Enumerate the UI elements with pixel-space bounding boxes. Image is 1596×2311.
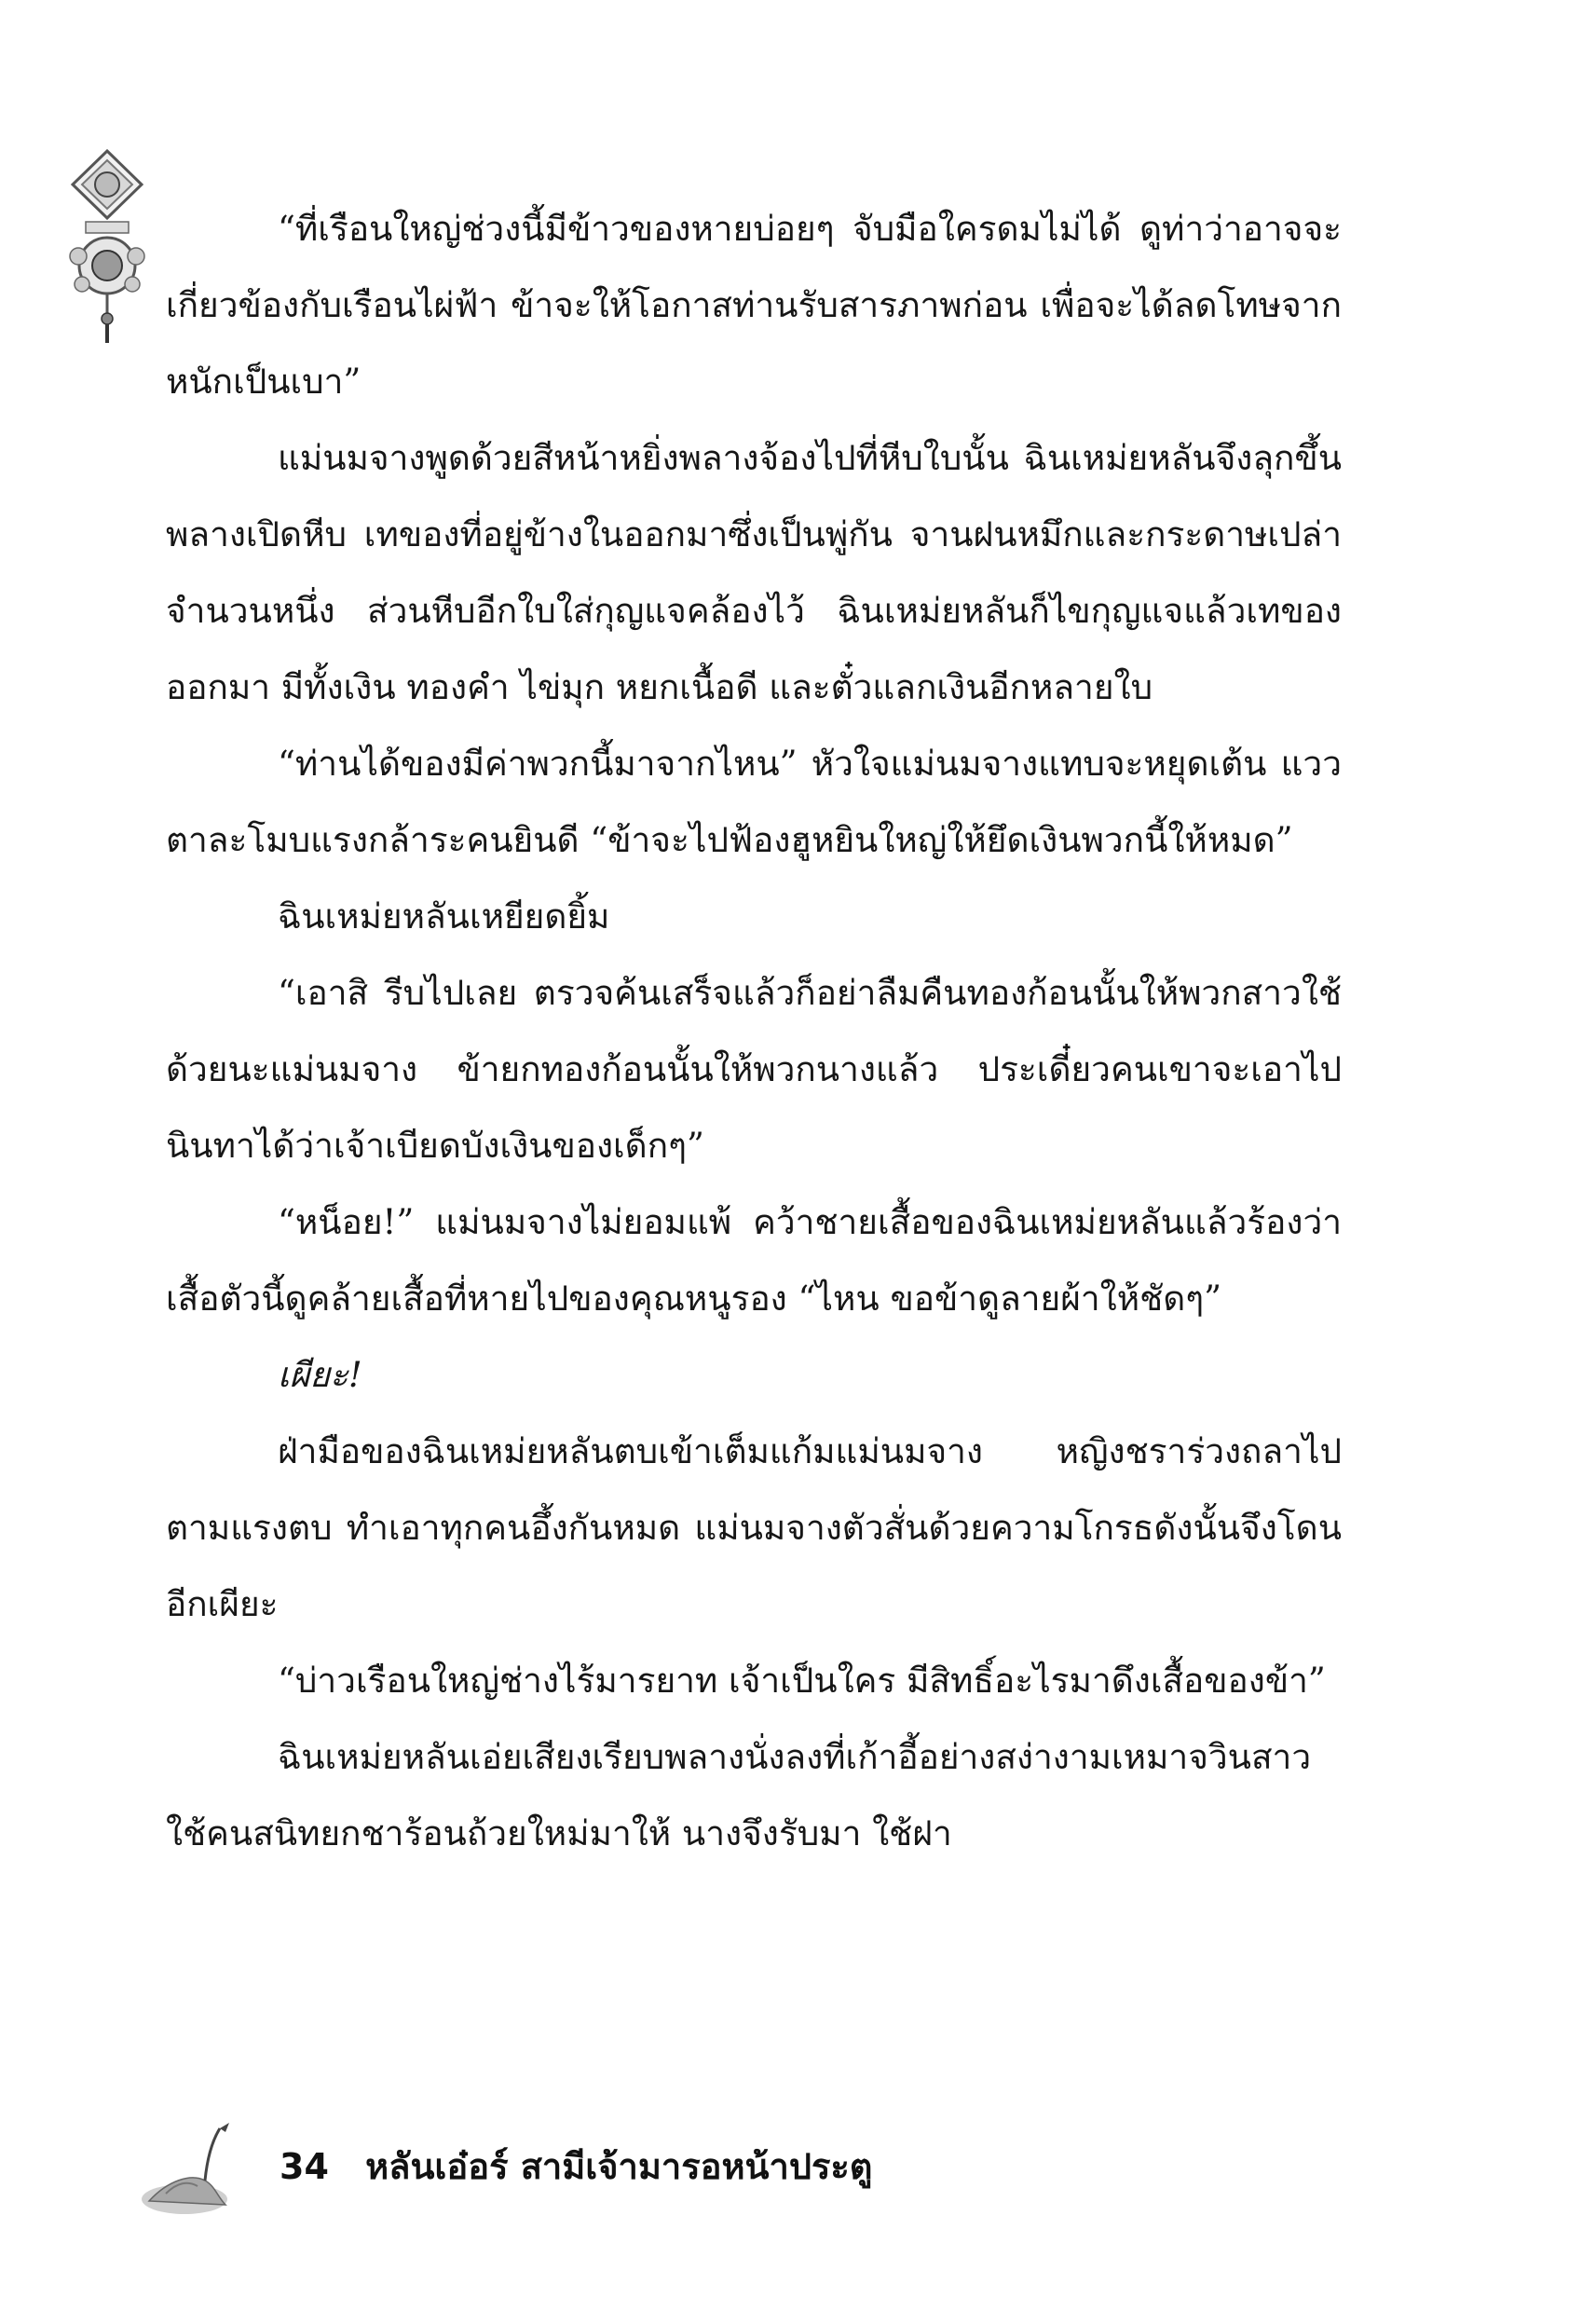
page-number: 34 (280, 2146, 329, 2187)
paragraph: ฉินเหม่ยหลันเหยียดยิ้ม (278, 896, 610, 937)
crane-figure-icon (140, 2115, 242, 2218)
paragraph: แม่นมจางพูดด้วยสีหน้าหยิ่งพลางจ้องไปที่หีบใบนั้น ฉินเหม่ยหลันจึงลุกขึ้นพลางเปิดหีบ เทของที่อยู่ข้างในออกมาซึ่งเป็นพู่กัน จานฝนหมึกและกระดาษเปล่าจำนวนหนึ่ง ส่วนหีบอีกใบใส่กุญแจคล้องไว้ ฉินเหม่ยหลันก็ไขกุญแจแล้วเทของออกมา มีทั้งเงิน ทองคำ ไข่มุก หยกเนื้อดี และตั๋วแลกเงินอีกหลายใบ (166, 438, 1342, 707)
paragraph: “บ่าวเรือนใหญ่ช่างไร้มารยาท เจ้าเป็นใคร มีสิทธิ์อะไรมาดึงเสื้อของข้า” (278, 1661, 1326, 1701)
paragraph: เผียะ! (278, 1355, 362, 1395)
footer-caption (280, 2138, 872, 2195)
book-title: หลันเอ๋อร์ สามีเจ้ามารอหน้าประตู (365, 2146, 873, 2187)
publisher-ornament-icon (65, 149, 149, 345)
paragraph: ฉินเหม่ยหลันเอ่ยเสียงเรียบพลางนั่งลงที่เก้าอี้อย่างสง่างามเหมาจวินสาวใช้คนสนิทยกชาร้อนถ้วยใหม่มาให้ นางจึงรับมา ใช้ฝา (166, 1737, 1312, 1853)
paragraph: “เอาสิ รีบไปเลย ตรวจค้นเสร็จแล้วก็อย่าลืมคืนทองก้อนนั้นให้พวกสาวใช้ด้วยนะแม่นมจาง ข้ายกทองก้อนนั้นให้พวกนางแล้ว ประเดี๋ยวคนเขาจะเอาไปนินทาได้ว่าเจ้าเบียดบังเงินของเด็กๆ” (166, 973, 1342, 1166)
paragraph: “ที่เรือนใหญ่ช่วงนี้มีข้าวของหายบ่อยๆ จับมือใครดมไม่ได้ ดูท่าว่าอาจจะเกี่ยวข้องกับเรือนไผ่ฟ้า ข้าจะให้โอกาสท่านรับสารภาพก่อน เพื่อจะได้ลดโทษจากหนักเป็นเบา” (166, 209, 1342, 402)
paragraph: ฝ่ามือของฉินเหม่ยหลันตบเข้าเต็มแก้มแม่นมจาง หญิงชราร่วงถลาไปตามแรงตบ ทำเอาทุกคนอึ้งกันหมด แม่นมจางตัวสั่นด้วยความโกรธดังนั้นจึงโดนอีกเผียะ (166, 1431, 1342, 1624)
page-footer (140, 2115, 1165, 2227)
paragraph: “หน็อย!” แม่นมจางไม่ยอมแพ้ คว้าชายเสื้อของฉินเหม่ยหลันแล้วร้องว่าเสื้อตัวนี้ดูคล้ายเสื้อที่หายไปของคุณหนูรอง “ไหน ขอข้าดูลายผ้าให้ชัดๆ” (166, 1202, 1342, 1319)
body-text (166, 191, 1342, 1872)
paragraph: “ท่านได้ของมีค่าพวกนี้มาจากไหน” หัวใจแม่นมจางแทบจะหยุดเต้น แววตาละโมบแรงกล้าระคนยินดี “ข้าจะไปฟ้องฮูหยินใหญ่ให้ยึดเงินพวกนี้ให้หมด” (166, 744, 1342, 860)
